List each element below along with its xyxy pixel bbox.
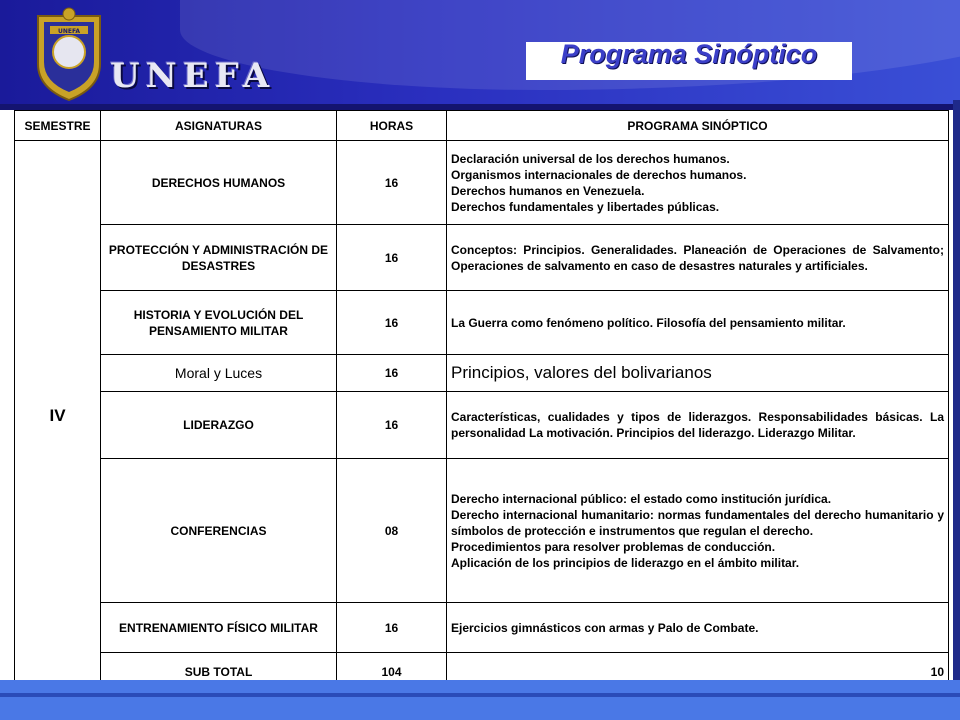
table-row <box>15 459 949 603</box>
program-line: Derecho internacional humanitario: normas fundamentales del derecho humanitario y símbolos de protección e instrumentos que regulan el derecho. <box>451 507 944 538</box>
program-line: Declaración universal de los derechos humanos. <box>451 151 730 166</box>
program-line: Características, cualidades y tipos de liderazgos. Responsabilidades básicas. La personalidad La motivación. Principios del liderazgo. Liderazgo Militar. <box>451 410 944 440</box>
program-line: Derechos fundamentales y libertades públicas. <box>451 199 720 214</box>
table-row <box>15 603 949 653</box>
program-line: Derechos humanos en Venezuela. <box>451 183 645 198</box>
hours-cell: 16 <box>337 291 447 355</box>
program-line: La Guerra como fenómeno político. Filosofía del pensamiento militar. <box>451 315 846 330</box>
hours-cell: 16 <box>337 603 447 653</box>
table-row <box>15 291 949 355</box>
program-line: Organismos internacionales de derechos humanos. <box>451 167 747 182</box>
header-horas: HORAS <box>337 111 447 141</box>
hours-cell: 08 <box>337 459 447 603</box>
subtotal-hours: 104 <box>337 653 447 691</box>
program-cell <box>447 459 949 603</box>
program-line: Aplicación de los principios de liderazgo en el ámbito militar. <box>451 555 800 570</box>
university-crest-icon <box>30 6 108 102</box>
title-box <box>526 39 852 80</box>
subtotal-label: SUB TOTAL <box>101 653 337 691</box>
subject-cell: Moral y Luces <box>101 355 337 392</box>
table-row <box>15 225 949 291</box>
program-cell <box>447 225 949 291</box>
program-cell <box>447 392 949 459</box>
footer-rule <box>0 693 960 697</box>
program-cell <box>447 291 949 355</box>
header-asignaturas: ASIGNATURAS <box>101 111 337 141</box>
table-header-row <box>15 111 949 141</box>
header-semestre: SEMESTRE <box>15 111 101 141</box>
header-programa: PROGRAMA SINÓPTICO <box>447 111 949 141</box>
subject-cell: LIDERAZGO <box>101 392 337 459</box>
program-cell <box>447 141 949 225</box>
right-edge-bar <box>953 100 960 720</box>
table-row <box>15 392 949 459</box>
semester-cell: IV <box>15 141 101 691</box>
program-cell <box>447 603 949 653</box>
subject-cell: ENTRENAMIENTO FÍSICO MILITAR <box>101 603 337 653</box>
table-row <box>15 355 949 392</box>
page-title: Programa Sinóptico <box>560 39 818 69</box>
table-row <box>15 141 949 225</box>
subject-cell: PROTECCIÓN Y ADMINISTRACIÓN DE DESASTRES <box>101 225 337 291</box>
hours-cell: 16 <box>337 392 447 459</box>
program-line: Procedimientos para resolver problemas de conducción. <box>451 539 776 554</box>
program-table <box>14 110 949 691</box>
subject-cell: CONFERENCIAS <box>101 459 337 603</box>
program-line: Ejercicios gimnásticos con armas y Palo de Combate. <box>451 620 759 635</box>
hours-cell: 16 <box>337 225 447 291</box>
program-line: Conceptos: Principios. Generalidades. Planeación de Operaciones de Salvamento; Operaciones de salvamento en caso de desastres naturales y artificiales. <box>451 242 944 273</box>
hours-cell: 16 <box>337 141 447 225</box>
subject-cell: DERECHOS HUMANOS <box>101 141 337 225</box>
page-number: 10 <box>447 653 949 691</box>
crest-label: UNEFA <box>57 28 81 35</box>
program-line: Principios, valores del bolivarianos <box>451 363 712 382</box>
program-cell <box>447 355 949 392</box>
hours-cell: 16 <box>337 355 447 392</box>
footer-band <box>0 680 960 720</box>
brand-wordmark: UNEFA <box>110 56 276 96</box>
program-line: Derecho internacional público: el estado como institución jurídica. <box>451 491 832 506</box>
subject-cell: HISTORIA Y EVOLUCIÓN DEL PENSAMIENTO MILITAR <box>101 291 337 355</box>
